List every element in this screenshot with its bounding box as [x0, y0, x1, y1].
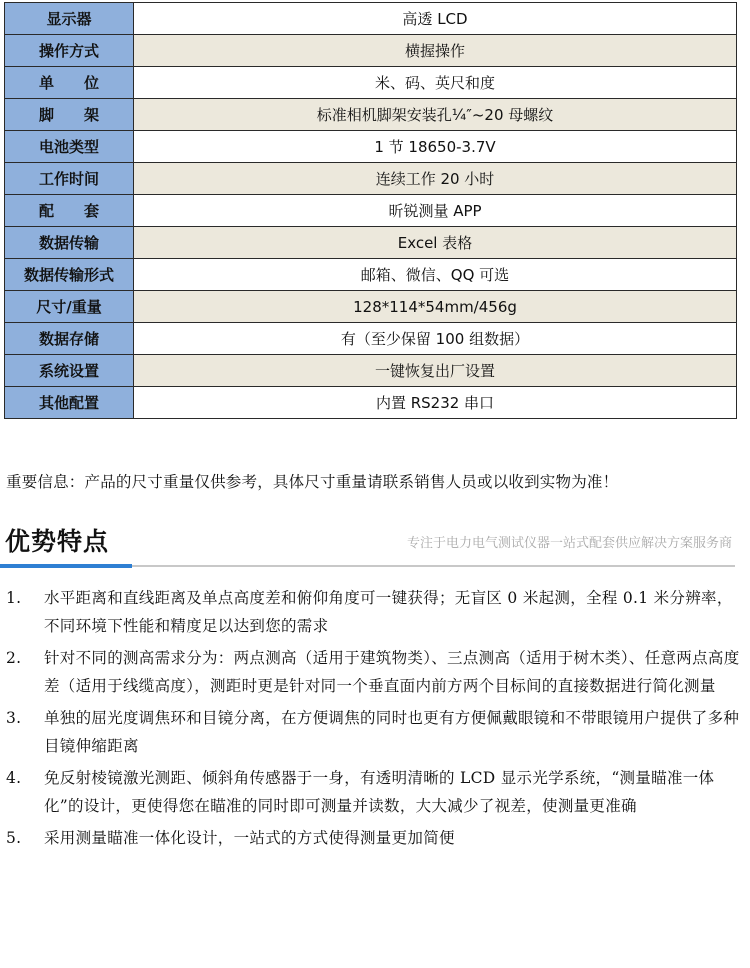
spec-label: 数据存储 [5, 323, 134, 355]
spec-row [5, 67, 737, 99]
spec-label: 电池类型 [5, 131, 134, 163]
spec-value: 1 节 18650-3.7V [134, 131, 737, 163]
spec-label: 单 位 [5, 67, 134, 99]
spec-label: 数据传输形式 [5, 259, 134, 291]
feature-number: 3. [6, 709, 22, 727]
spec-row [5, 291, 737, 323]
section-subtitle: 专注于电力电气测试仪器一站式配套供应解决方案服务商 [406, 536, 732, 551]
spec-label: 操作方式 [5, 35, 134, 67]
spec-label: 尺寸/重量 [5, 291, 134, 323]
feature-item [0, 824, 745, 852]
feature-item [0, 704, 745, 760]
spec-row [5, 259, 737, 291]
spec-value: 标准相机脚架安装孔¼″~20 母螺纹 [134, 99, 737, 131]
spec-value: 横握操作 [134, 35, 737, 67]
spec-label: 其他配置 [5, 387, 134, 419]
feature-number: 2. [6, 649, 22, 667]
spec-label: 显示器 [5, 3, 134, 35]
spec-value: 有（至少保留 100 组数据） [134, 323, 737, 355]
spec-row [5, 195, 737, 227]
spec-row [5, 99, 737, 131]
notice-text: 重要信息：产品的尺寸重量仅供参考，具体尺寸重量请联系销售人员或以收到实物为准！ [6, 473, 619, 491]
spec-row [5, 387, 737, 419]
spec-value: 昕锐测量 APP [134, 195, 737, 227]
spec-row [5, 3, 737, 35]
spec-row [5, 355, 737, 387]
spec-value: 连续工作 20 小时 [134, 163, 737, 195]
spec-value: 128*114*54mm/456g [134, 291, 737, 323]
spec-row [5, 227, 737, 259]
spec-value: Excel 表格 [134, 227, 737, 259]
spec-label: 系统设置 [5, 355, 134, 387]
section-divider-accent [0, 564, 132, 568]
spec-row [5, 35, 737, 67]
spec-value: 米、码、英尺和度 [134, 67, 737, 99]
feature-item [0, 764, 745, 820]
spec-label: 脚 架 [5, 99, 134, 131]
feature-item [0, 644, 745, 700]
spec-value: 高透 LCD [134, 3, 737, 35]
feature-item [0, 584, 745, 640]
spec-row [5, 163, 737, 195]
section-title: 优势特点 [5, 527, 110, 556]
spec-value: 一键恢复出厂设置 [134, 355, 737, 387]
spec-label: 数据传输 [5, 227, 134, 259]
feature-text: 采用测量瞄准一体化设计，一站式的方式使得测量更加简便 [44, 829, 455, 847]
feature-number: 5. [6, 829, 22, 847]
spec-value: 内置 RS232 串口 [134, 387, 737, 419]
feature-number: 1. [6, 589, 22, 607]
feature-number: 4. [6, 769, 22, 787]
spec-label: 配 套 [5, 195, 134, 227]
feature-text: 单独的屈光度调焦环和目镜分离，在方便调焦的同时也更有方便佩戴眼镜和不带眼镜用户提供了多种目镜伸缩距离 [44, 709, 740, 755]
feature-text: 免反射棱镜激光测距、倾斜角传感器于一身，有透明清晰的 LCD 显示光学系统，“测量瞄准一体化”的设计，更使得您在瞄准的同时即可测量并读数，大大减少了视差，使测量更准确 [44, 769, 715, 815]
feature-text: 针对不同的测高需求分为：两点测高（适用于建筑物类）、三点测高（适用于树木类）、任意两点高度差（适用于线缆高度），测距时更是针对同一个垂直面内前方两个目标间的直接数据进行简化测量 [44, 649, 740, 695]
spec-row [5, 131, 737, 163]
feature-text: 水平距离和直线距离及单点高度差和俯仰角度可一键获得；无盲区 0 米起测，全程 0.1 米分辨率，不同环境下性能和精度足以达到您的需求 [44, 589, 733, 635]
feature-list [0, 584, 745, 856]
spec-row [5, 323, 737, 355]
spec-table [4, 2, 737, 419]
spec-value: 邮箱、微信、QQ 可选 [134, 259, 737, 291]
spec-label: 工作时间 [5, 163, 134, 195]
